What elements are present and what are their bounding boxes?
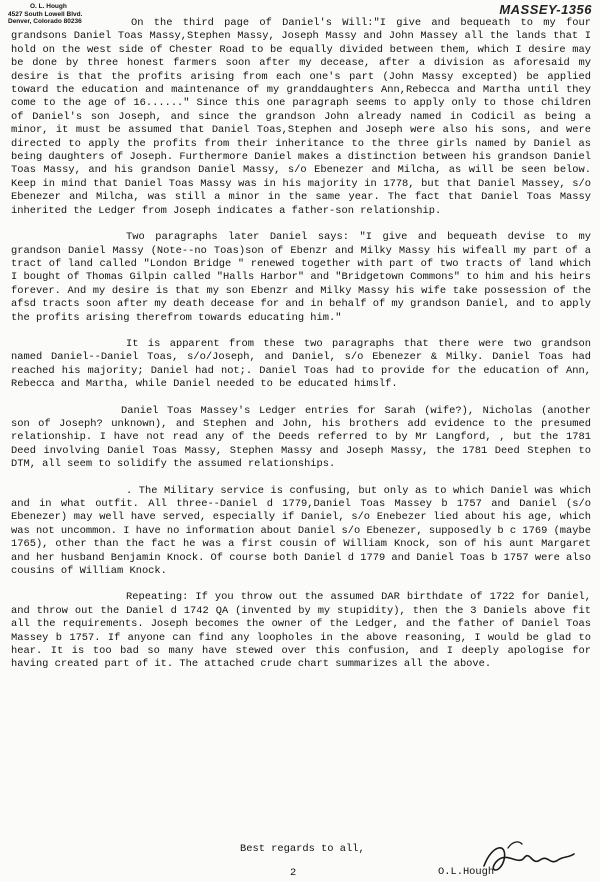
handwritten-signature <box>478 836 578 878</box>
paragraph-london-bridge: Two paragraphs later Daniel says: "I give and bequeath devise to my grandson Daniel Massy (Note--no Toas)son of Ebenzr and Milky Massy his wifeall my part of a tract of land called "London Bridge " renewed together with part of two tracts of land which I bought of Thomas Gilpin called "Halls Harbor" and "Bridgetown Commons" to him and his heirs forever. And my desire is that my son Ebenzr and Milky Massy his wife take possession of the afsd tracts soon after my death decease for and in behalf of my grandson Daniel, and to apply the profits arising therefrom towards educating him." <box>11 231 591 324</box>
letterhead-name: O. L. Hough <box>30 3 67 10</box>
paragraph-repeating: Repeating: If you throw out the assumed DAR birthdate of 1722 for Daniel, and throw out the Daniel d 1742 QA (invented by my stupidity), then the 3 Daniels above fit all the requirements. Joseph becomes the owner of the Ledger, and the father of Daniel Toas Massey b 1757. If anyone can find any loopholes in the above reasoning, I would be glad to hear. It is too bad so many have stewed over this confusion, and I deeply apologise for having created part of it. The attached crude chart summarizes all the above. <box>11 591 591 671</box>
typed-signature: O.L.Hough <box>438 866 495 878</box>
handwritten-reference-mark: MASSEY-1356 <box>499 2 592 17</box>
letterhead-city: Denver, Colorado 80236 <box>8 18 82 25</box>
letter-body <box>11 17 591 685</box>
paragraph-military-service: . The Military service is confusing, but only as to which Daniel was which and in what outfit. All three--Daniel d 1779,Daniel Toas Massey b 1757 and Daniel (s/o Ebenezer) may well have served, especially if Daniel, s/o Enebezer lied about his age, which was not uncommon. I have no information about Daniel s/o Ebenezer, supposedly b c 1769 (maybe 1765), other than the fact he was a first cousin of William Knock, son of his aunt Margaret and her husband Benjamin Knock. Of course both Daniel d 1779 and Daniel Toas b 1757 were also cousins of William Knock. <box>11 484 591 578</box>
paragraph-two-daniels: It is apparent from these two paragraphs that there were two grandson named Daniel--Daniel Toas, s/o/Joseph, and Daniel, s/o Ebenezer & Milky. Daniel Toas had reached his majority; Daniel had not;. Daniel Toas had to provide for the education of Ann, Rebecca and Martha, while Daniel needed to be educated himslf. <box>11 337 591 391</box>
closing-line: Best regards to all, <box>240 843 365 855</box>
page-number: 2 <box>290 867 297 879</box>
letterhead-street: 4527 South Lowell Blvd. <box>8 10 83 18</box>
paragraph-will-bequest: On the third page of Daniel's Will:"I give and bequeath to my four grandsons Daniel Toas Massy,Stephen Massy, Joseph Massy and John Massey all the lands that I hold on the west side of Chester Road to be equally divided between them, which I desire may be done by three honest farmers soon after my decease, after a division as aforesaid my desire is that the profits arising from each one's part (John Massy excepted) be applied toward the education and maintenance of my granddaughters Ann,Rebecca and Martha until they come to the age of 16......" Since this one paragraph seems to apply only to those children of Daniel's son Joseph, and since the grandson John already named in Codicil as being a minor, it must be assumed that Daniel Toas,Stephen and Joseph were also his sons, and were directed to apply the profits from their inheritance to the three girls named by Daniel as being daughters of Joseph. Furthermore Daniel makes a distinction between his grandson Daniel Toas Massy, and his grandson Daniel Massy, s/o Ebenezer and Milcha, as will be seen below. Keep in mind that Daniel Toas Massy was in his majority in 1778, but that Daniel Massey, s/o Ebenezer and Milcha, was still a minor in the same year. The fact that Daniel Toas Massy inherited the Ledger from Joseph indicates a father-son relationship. <box>11 17 591 217</box>
paragraph-ledger-entries: Daniel Toas Massey's Ledger entries for Sarah (wife?), Nicholas (another son of Joseph? unknown), and Stephen and John, his brothers add evidence to the presumed relationship. I have not read any of the Deeds referred to by Mr Langford, , but the 1781 Deed involving Daniel Toas Massy, Stephen Massy and Joseph Massy, the 1781 Deed Stephen to DTM, all seem to solidify the assumed relationships. <box>11 404 591 471</box>
